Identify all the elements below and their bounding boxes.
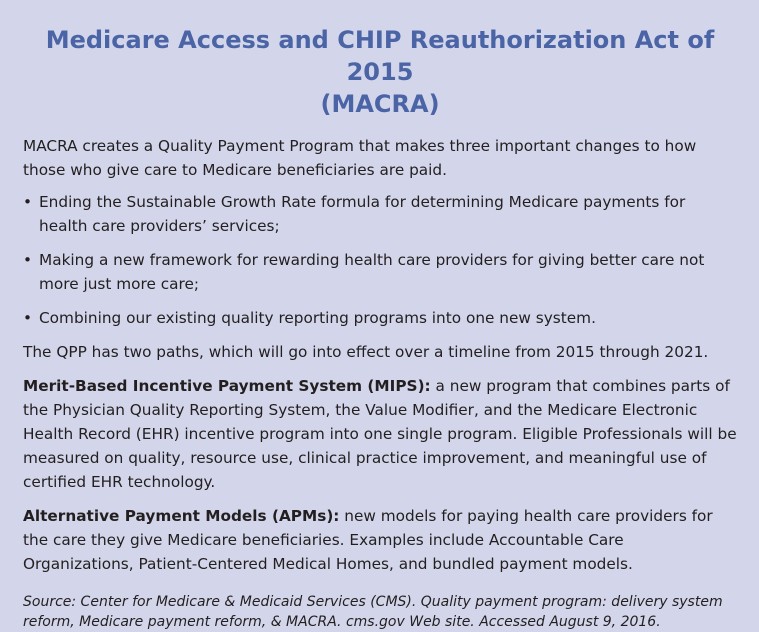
body-content: [23, 134, 737, 632]
apm-paragraph: [23, 504, 737, 576]
list-item: • Making a new framework for rewarding health care providers for giving better care not more just more care;: [23, 248, 737, 296]
mips-term: Merit-Based Incentive Payment System (MIPS):: [23, 377, 431, 395]
page-title: [23, 24, 737, 120]
list-item: • Ending the Sustainable Growth Rate formula for determining Medicare payments for health care providers’ services;: [23, 190, 737, 238]
mips-paragraph: [23, 374, 737, 494]
list-item: • Combining our existing quality reporting programs into one new system.: [23, 306, 737, 330]
title-line-2: (MACRA): [320, 90, 440, 118]
paths-paragraph: The QPP has two paths, which will go into effect over a timeline from 2015 through 2021.: [23, 343, 709, 361]
intro-paragraph: MACRA creates a Quality Payment Program that makes three important changes to how those who give care to Medicare beneficiaries are paid.: [23, 137, 697, 179]
apm-term: Alternative Payment Models (APMs):: [23, 507, 340, 525]
title-line-1: Medicare Access and CHIP Reauthorization Act of 2015: [45, 26, 715, 86]
source-citation: Source: Center for Medicare & Medicaid Services (CMS). Quality payment program: delivery system reform, Medicare payment reform, & MACRA. cms.gov Web site. Accessed August 9, 2016.: [23, 594, 723, 630]
mips-description: a new program that combines parts of the Physician Quality Reporting System, the Value Modifier, and the Medicare Electronic Health Record (EHR) incentive program into one single program. Eligible Professionals will be measured on quality, resource use, clinical practice improvement, and meaningful use of certified EHR technology.: [23, 377, 737, 491]
changes-list: [23, 190, 737, 330]
apm-description: new models for paying health care providers for the care they give Medicare beneficiaries. Examples include Accountable Care Organizations, Patient-Centered Medical Homes, and bundled payment models.: [23, 507, 713, 573]
